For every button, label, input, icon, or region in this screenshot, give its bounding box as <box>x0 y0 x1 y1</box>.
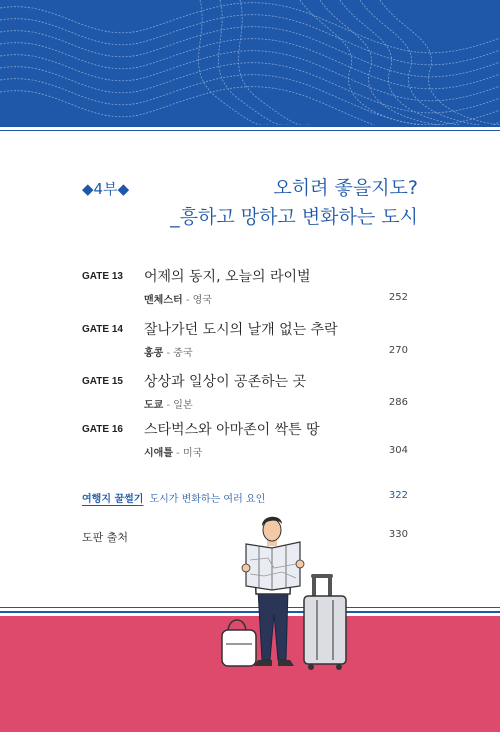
bag-body <box>222 630 256 666</box>
header-rule-thin <box>0 130 500 131</box>
page-number: 286 <box>388 397 408 408</box>
city-name: 홍콩 <box>144 348 164 359</box>
entry-location <box>144 291 212 306</box>
travel-tip-tag: 여행지 꿀썰기 <box>82 494 144 505</box>
header-topographic-banner <box>0 0 500 125</box>
person-shoe-right <box>278 660 294 666</box>
person-legs <box>258 590 288 660</box>
country-name: 영국 <box>192 295 212 306</box>
separator: - <box>172 448 183 459</box>
city-name: 맨체스터 <box>144 295 183 306</box>
suitcase-handle-top <box>311 574 333 578</box>
toc-entry-gate15[interactable] <box>82 371 408 411</box>
topographic-lines-pattern <box>0 0 500 125</box>
page-number: 252 <box>388 292 408 303</box>
source-label: 도판 출처 <box>82 531 129 544</box>
gate-number: GATE 14 <box>82 324 123 335</box>
city-name: 도쿄 <box>144 400 164 411</box>
entry-location <box>144 444 202 459</box>
person-hand-right <box>296 560 304 568</box>
toc-entry-travel-tip[interactable] <box>82 490 408 508</box>
gate-number: GATE 15 <box>82 376 123 387</box>
toc-entry-gate14[interactable] <box>82 319 408 359</box>
person-shoe-left <box>254 660 272 666</box>
page-number: 270 <box>388 345 408 356</box>
entry-title: 상상과 일상이 공존하는 곳 <box>144 374 307 390</box>
part-title-line2: _흥하고 망하고 변화하는 도시 <box>170 206 418 228</box>
entry-title: 스타벅스와 아마존이 싹튼 땅 <box>144 422 320 438</box>
separator: - <box>163 348 174 359</box>
entry-location <box>144 396 193 411</box>
entry-location <box>144 344 193 359</box>
suitcase-wheel <box>336 664 342 670</box>
country-name: 미국 <box>182 448 203 459</box>
page-number: 304 <box>388 445 408 456</box>
part-title-line1: 오히려 좋을지도? <box>273 177 418 199</box>
country-name: 중국 <box>173 348 193 359</box>
suitcase-handle-right <box>328 576 332 598</box>
traveler-with-map-and-luggage-illustration <box>212 510 362 675</box>
separator: - <box>182 295 193 306</box>
toc-entry-gate16[interactable] <box>82 419 408 459</box>
suitcase-body <box>304 596 346 664</box>
page-number: 330 <box>388 529 408 540</box>
separator: - <box>163 400 174 411</box>
header-rule-thick <box>0 125 500 127</box>
suitcase-handle-left <box>312 576 316 598</box>
person-hand-left <box>242 564 250 572</box>
city-name: 시애틀 <box>144 448 173 459</box>
gate-number: GATE 13 <box>82 271 123 282</box>
entry-title: 잘나가던 도시의 날개 없는 추락 <box>144 322 338 338</box>
part-label: ◆4부◆ <box>82 180 130 198</box>
toc-entry-gate13[interactable] <box>82 266 408 306</box>
travel-tip-text: 도시가 변화하는 여러 요인 <box>149 494 266 505</box>
country-name: 일본 <box>173 400 193 411</box>
entry-title: 어제의 동지, 오늘의 라이벌 <box>144 269 311 285</box>
suitcase-wheel <box>308 664 314 670</box>
page-number: 322 <box>388 490 408 501</box>
gate-number: GATE 16 <box>82 424 123 435</box>
